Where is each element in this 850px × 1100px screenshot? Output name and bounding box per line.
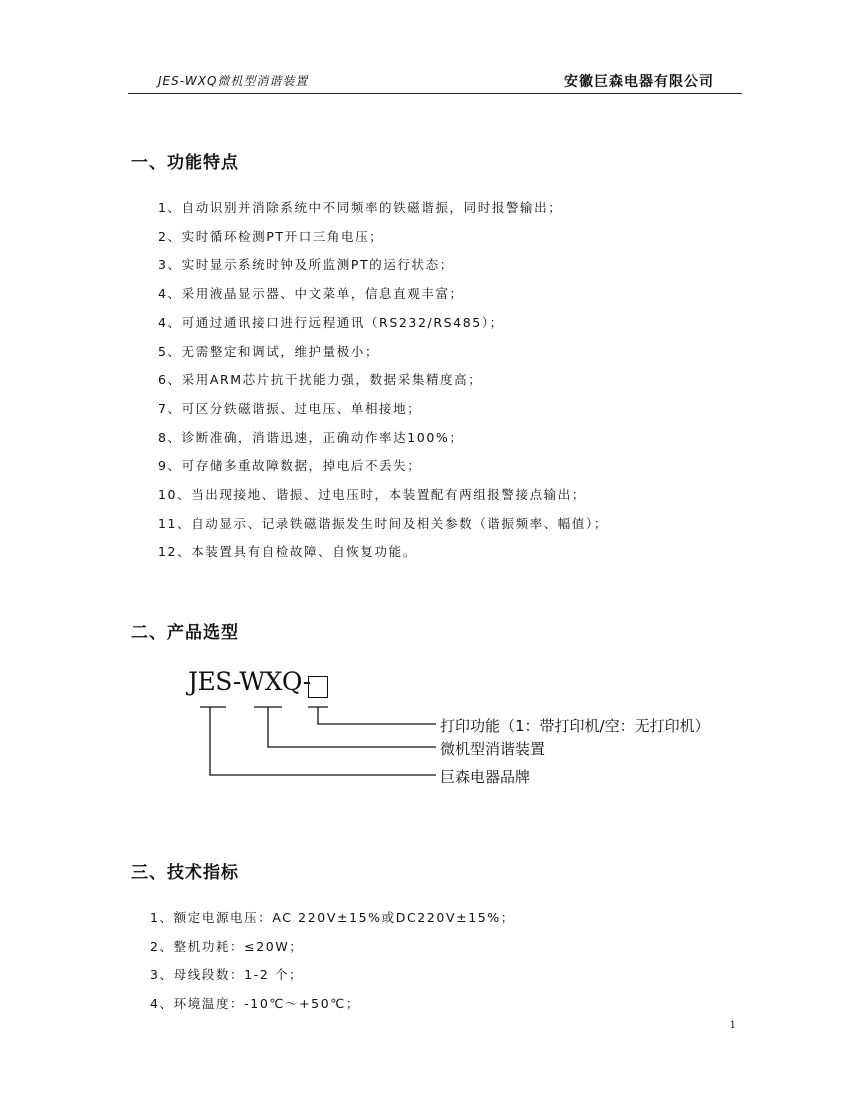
- feature-item: 5、无需整定和调试，维护量极小；: [158, 343, 380, 359]
- section-title-specs: 三、技术指标: [131, 863, 239, 883]
- feature-item: 4、可通过通讯接口进行远程通讯（RS232/RS485）；: [158, 314, 504, 330]
- feature-item: 11、自动显示、记录铁磁谐振发生时间及相关参数（谐振频率、幅值）；: [158, 515, 608, 531]
- features-list: [158, 194, 608, 567]
- section-title-selection: 二、产品选型: [131, 623, 239, 643]
- feature-item: 9、可存储多重故障数据，掉电后不丢失；: [158, 458, 422, 474]
- specs-list: [150, 904, 515, 1019]
- feature-item: 4、采用液晶显示器、中文菜单，信息直观丰富；: [158, 286, 464, 302]
- page-number: 1: [729, 1020, 736, 1031]
- model-code-diagram: [188, 667, 788, 797]
- header-product-name: JES-WXQ微机型消谐装置: [158, 74, 309, 88]
- feature-item: 8、诊断准确，消谐迅速，正确动作率达100%；: [158, 429, 464, 445]
- section-title-features: 一、功能特点: [131, 153, 239, 173]
- feature-item: 6、采用ARM芯片抗干扰能力强，数据采集精度高；: [158, 372, 483, 388]
- annotation-brand: 巨森电器品牌: [440, 768, 531, 786]
- feature-item: 7、可区分铁磁谐振、过电压、单相接地；: [158, 400, 422, 416]
- spec-item: 3、母线段数：1-2 个；: [150, 967, 304, 983]
- feature-item: 10、当出现接地、谐振、过电压时，本装置配有两组报警接点输出；: [158, 487, 587, 503]
- feature-item: 1、自动识别并消除系统中不同频率的铁磁谐振，同时报警输出；: [158, 200, 563, 215]
- header-divider: [128, 93, 742, 94]
- annotation-device-type: 微机型消谐装置: [440, 740, 546, 758]
- feature-item: 2、实时循环检测PT开口三角电压；: [158, 228, 384, 244]
- spec-item: 1、额定电源电压：AC 220V±15%或DC220V±15%；: [150, 910, 515, 925]
- annotation-print-function: 打印功能（1：带打印机/空：无打印机）: [440, 717, 710, 735]
- feature-item: 12、本装置具有自检故障、自恢复功能。: [158, 544, 417, 560]
- spec-item: 2、整机功耗：≤20W；: [150, 938, 304, 954]
- print-connector-line: [308, 707, 436, 724]
- spec-item: 4、环境温度：-10℃～+50℃；: [150, 996, 361, 1012]
- feature-item: 3、实时显示系统时钟及所监测PT的运行状态；: [158, 257, 454, 273]
- header-company-name: 安徽巨森电器有限公司: [564, 74, 714, 90]
- type-connector-line: [254, 707, 436, 747]
- model-code-text: JES-WXQ-: [188, 667, 311, 696]
